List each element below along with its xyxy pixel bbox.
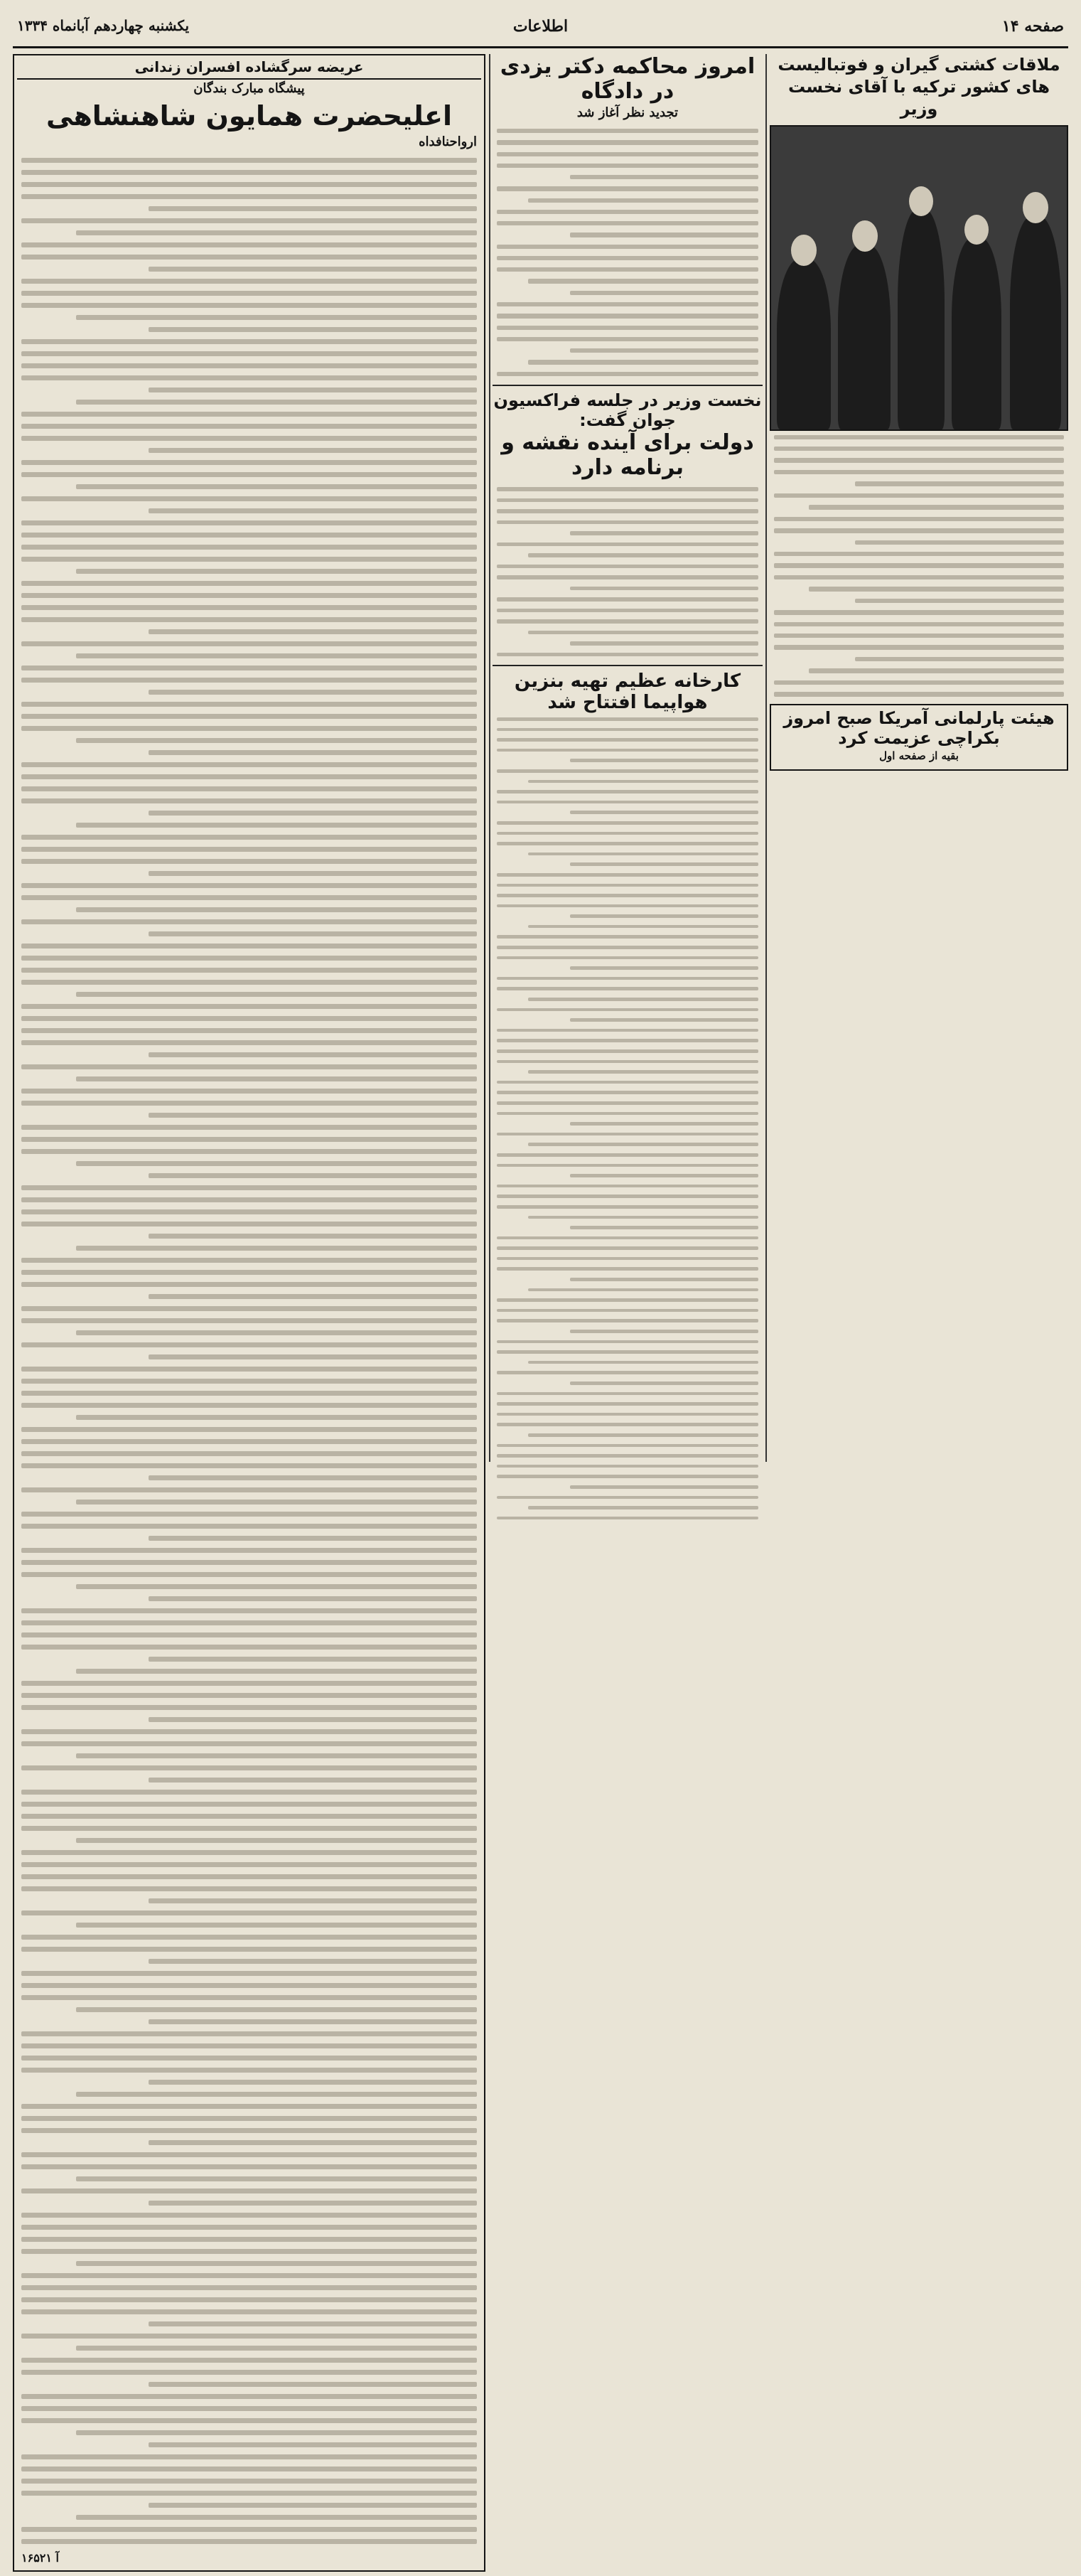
article-wrestlers-body (770, 431, 1068, 701)
article-pm-kicker: نخست وزیر در جلسه فراکسیون جوان گفت: (493, 390, 762, 430)
page-number: صفحه ۱۴ (1001, 17, 1064, 36)
photo-face (852, 220, 878, 252)
article-refinery-title: کارخانه عظیم تهیه بنزین هواپیما افتتاح شد (514, 670, 741, 713)
article-yazdi-title: امروز محاکمه دکتر یزدی در دادگاه (500, 54, 755, 104)
petition-tag: عریضه سرگشاده افسران زندانی (17, 58, 481, 80)
column-rule (489, 54, 490, 1462)
article-wrestlers-title: ملاقات کشتی گیران و فوتبالیست های کشور ترکیه با آقای نخست وزیر (778, 55, 1060, 119)
us-delegation-title: هیئت پارلمانی آمریکا صبح امروز بکراچی عزیمت کرد (783, 707, 1055, 748)
article-refinery-body (493, 713, 763, 1524)
article-yazdi-sub: تجدید نظر آغاز شد (576, 105, 679, 120)
newspaper-page (13, 10, 1068, 2565)
photo-figure (898, 209, 945, 429)
masthead (13, 10, 1068, 48)
petition-salute: ارواحنافداه (419, 134, 477, 149)
photo-face (791, 235, 817, 266)
photo-face (964, 215, 989, 245)
wrestlers-photo (770, 125, 1068, 431)
article-pm-title: دولت برای آینده نقشه و برنامه دارد (501, 430, 754, 480)
divider (493, 665, 763, 666)
divider (493, 385, 763, 386)
article-us-delegation (770, 704, 1068, 771)
us-delegation-ref: بقیه از صفحه اول (879, 749, 959, 762)
article-yazdi-body (493, 124, 763, 380)
photo-figure (777, 259, 831, 429)
petition-to: پیشگاه مبارک بندگان (193, 81, 305, 96)
issue-date: یکشنبه چهاردهم آبانماه ۱۳۳۴ (17, 17, 190, 34)
column-left (13, 54, 485, 2576)
column-middle (493, 54, 763, 1524)
paper-name: اطلاعات (512, 17, 569, 36)
column-right (770, 54, 1068, 771)
photo-figure (838, 245, 891, 429)
photo-figure (1010, 216, 1061, 429)
article-pm-body (493, 483, 763, 661)
photo-face (909, 186, 933, 216)
petition-title: اعلیحضرت همایون شاهنشاهی (46, 100, 452, 132)
article-petition (13, 54, 485, 2572)
photo-figure (952, 237, 1001, 429)
petition-body (17, 154, 481, 2548)
petition-footer: آ ۱۶۵۲۱ (21, 2551, 59, 2565)
photo-face (1023, 192, 1048, 223)
column-rule (765, 54, 767, 1462)
